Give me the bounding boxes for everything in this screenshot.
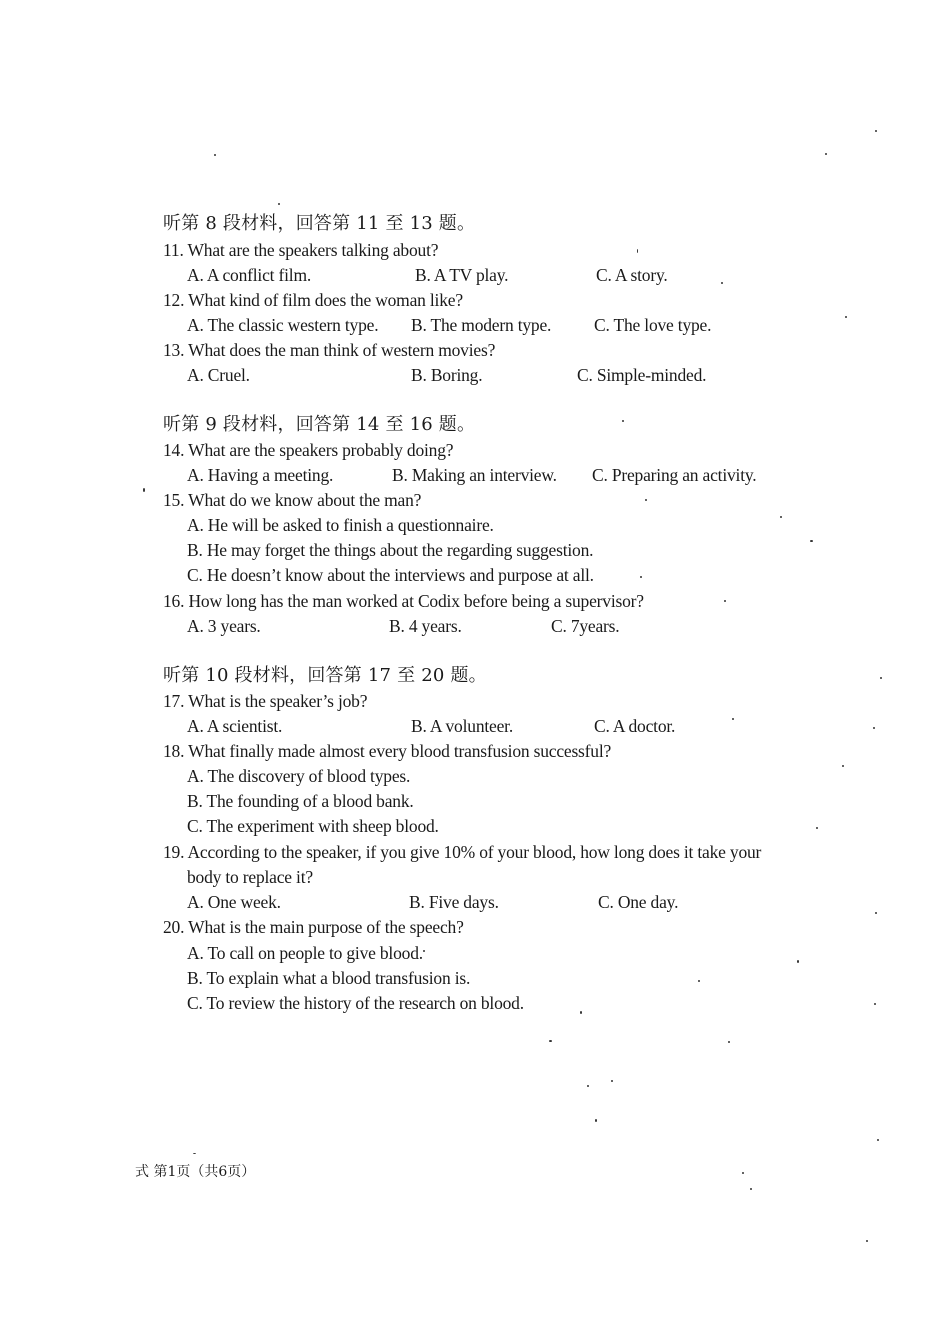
scan-speck — [143, 488, 145, 492]
scan-speck — [622, 420, 624, 422]
question-20-option-b: B. To explain what a blood transfusion is. — [187, 968, 471, 988]
question-18-option-a: A. The discovery of blood types. — [187, 766, 411, 786]
scan-speck — [842, 765, 844, 767]
question-13-option-a: A. Cruel. — [187, 365, 250, 385]
question-11-option-a: A. A conflict film. — [187, 265, 312, 285]
scan-speck — [845, 316, 847, 318]
scan-speck — [580, 1011, 582, 1014]
question-13-option-c: C. Simple-minded. — [577, 365, 707, 385]
question-15-option-a: A. He will be asked to finish a questionnaire. — [187, 515, 494, 535]
question-19-option-c: C. One day. — [598, 892, 679, 912]
scan-speck — [645, 499, 647, 501]
scan-speck — [780, 516, 782, 518]
question-19-stem-continuation: body to replace it? — [187, 867, 313, 887]
question-17-option-b: B. A volunteer. — [411, 716, 514, 736]
question-18-option-c: C. The experiment with sheep blood. — [187, 816, 439, 836]
question-18-stem: 18. What finally made almost every blood transfusion successful? — [163, 741, 612, 761]
question-16-option-c: C. 7years. — [551, 616, 620, 636]
question-14-option-a: A. Having a meeting. — [187, 465, 334, 485]
question-18-option-b: B. The founding of a blood bank. — [187, 791, 414, 811]
scan-speck — [750, 1188, 752, 1190]
question-19-option-b: B. Five days. — [409, 892, 499, 912]
scan-speck — [728, 1041, 730, 1043]
question-13-option-b: B. Boring. — [411, 365, 483, 385]
scan-speck — [873, 727, 875, 729]
scan-speck — [587, 1085, 589, 1087]
scan-speck — [797, 960, 799, 963]
scan-speck — [193, 1153, 196, 1154]
scan-speck — [875, 130, 877, 132]
question-11-stem: 11. What are the speakers talking about? — [163, 240, 439, 260]
question-17-option-a: A. A scientist. — [187, 716, 283, 736]
question-14-option-c: C. Preparing an activity. — [592, 465, 757, 485]
section-header-8: 听第 8 段材料，回答第 11 至 13 题。 — [163, 213, 476, 234]
question-17-option-c: C. A doctor. — [594, 716, 676, 736]
question-11-option-b: B. A TV play. — [415, 265, 509, 285]
scan-speck — [640, 576, 642, 578]
question-12-stem: 12. What kind of film does the woman like? — [163, 290, 463, 310]
page-footer: 式 第1页（共6页） — [135, 1164, 256, 1180]
scan-speck — [816, 827, 818, 829]
question-12-option-c: C. The love type. — [594, 315, 712, 335]
question-20-stem: 20. What is the main purpose of the speech? — [163, 917, 464, 937]
scan-speck — [721, 282, 723, 284]
scan-speck — [877, 1139, 879, 1141]
question-15-stem: 15. What do we know about the man? — [163, 490, 422, 510]
scan-speck — [278, 203, 280, 205]
question-16-stem: 16. How long has the man worked at Codix before being a supervisor? — [163, 591, 644, 611]
question-16-option-b: B. 4 years. — [389, 616, 462, 636]
scan-speck — [874, 1003, 876, 1005]
question-20-option-c: C. To review the history of the research on blood. — [187, 993, 524, 1013]
question-20-option-a: A. To call on people to give blood. — [187, 943, 423, 963]
question-19-stem: 19. According to the speaker, if you give 10% of your blood, how long does it take your — [163, 842, 762, 862]
scan-speck — [611, 1080, 613, 1082]
question-11-option-c: C. A story. — [596, 265, 668, 285]
scan-speck — [825, 153, 827, 155]
scan-speck — [549, 1040, 552, 1042]
scan-speck — [880, 677, 882, 679]
question-14-option-b: B. Making an interview. — [392, 465, 557, 485]
question-15-option-c: C. He doesn’t know about the interviews and purpose at all. — [187, 565, 594, 585]
section-header-10: 听第 10 段材料，回答第 17 至 20 题。 — [163, 665, 487, 686]
question-13-stem: 13. What does the man think of western movies? — [163, 340, 496, 360]
scan-speck — [732, 718, 734, 720]
scan-speck — [810, 540, 813, 542]
scan-speck — [698, 980, 700, 982]
question-12-option-a: A. The classic western type. — [187, 315, 379, 335]
scan-speck — [637, 249, 638, 253]
scan-speck — [742, 1172, 744, 1174]
question-12-option-b: B. The modern type. — [411, 315, 552, 335]
question-17-stem: 17. What is the speaker’s job? — [163, 691, 368, 711]
scan-speck — [214, 154, 216, 156]
scan-speck — [595, 1119, 597, 1122]
question-15-option-b: B. He may forget the things about the regarding suggestion. — [187, 540, 594, 560]
scan-speck — [866, 1240, 868, 1242]
question-14-stem: 14. What are the speakers probably doing? — [163, 440, 454, 460]
scan-speck — [724, 600, 726, 602]
section-header-9: 听第 9 段材料，回答第 14 至 16 题。 — [163, 414, 476, 435]
scan-speck — [423, 950, 425, 952]
question-16-option-a: A. 3 years. — [187, 616, 261, 636]
question-19-option-a: A. One week. — [187, 892, 281, 912]
scan-speck — [875, 912, 877, 914]
